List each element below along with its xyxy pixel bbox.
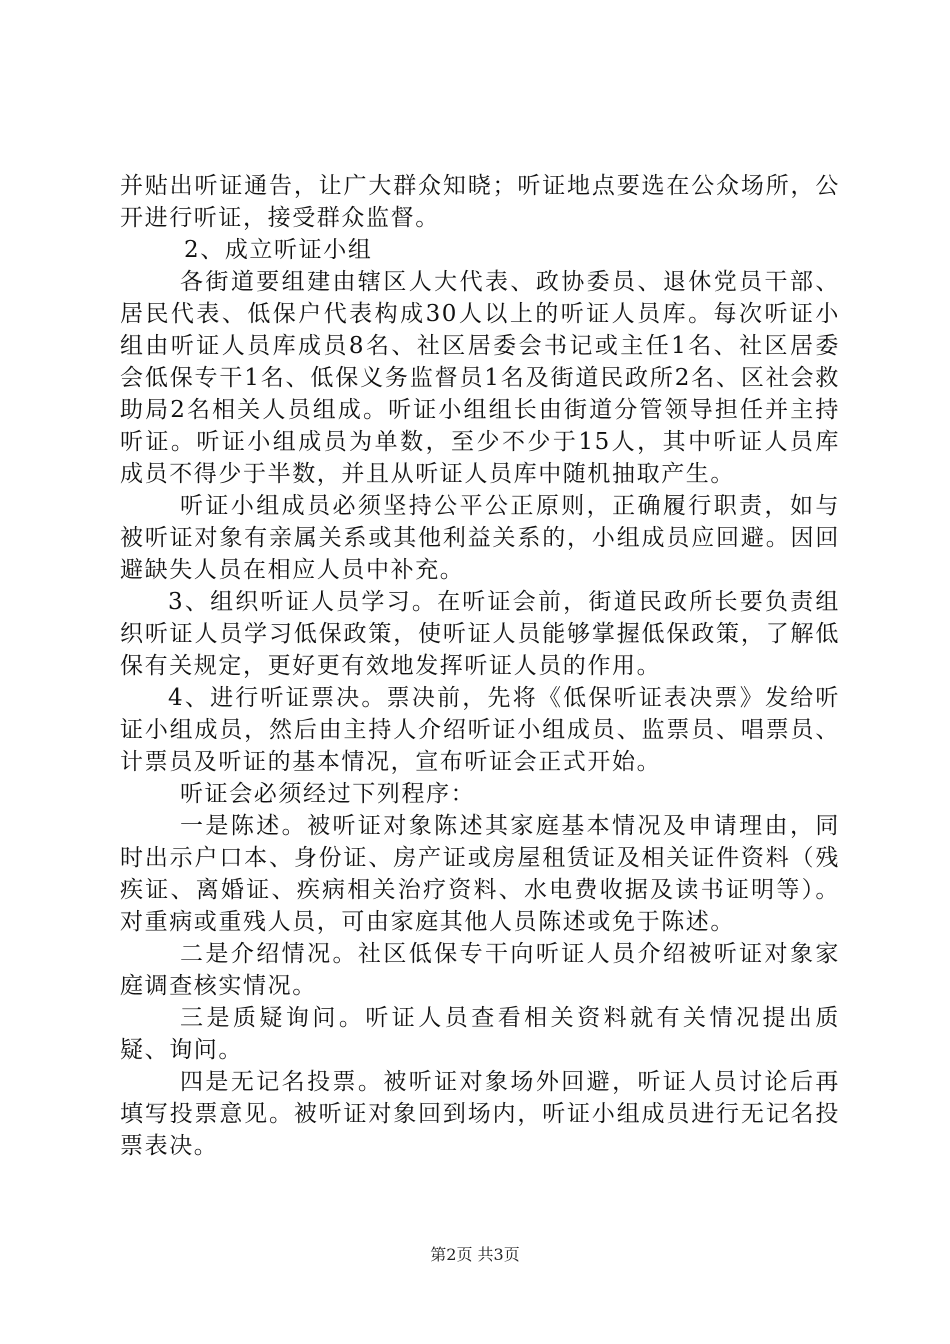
paragraph-step-questioning: 三是质疑询问。听证人员查看相关资料就有关情况提出质疑、询问。 bbox=[120, 1005, 840, 1063]
paragraph-step-statement: 一是陈述。被听证对象陈述其家庭基本情况及申请理由，同时出示户口本、身份证、房产证或房屋租赁证及相关证件资料（残疾证、离婚证、疾病相关治疗资料、水电费收据及读书证明等）。对重病或重残人员，可由家庭其他人员陈述或免于陈述。 bbox=[120, 813, 840, 935]
paragraph-voting: 4、进行听证票决。票决前，先将《低保听证表决票》发给听证小组成员，然后由主持人介绍听证小组成员、监票员、唱票员、计票员及听证的基本情况，宣布听证会正式开始。 bbox=[120, 685, 840, 775]
paragraph-procedure-intro: 听证会必须经过下列程序： bbox=[180, 781, 476, 807]
paragraph-hearing-pool: 各街道要组建由辖区人大代表、政协委员、退休党员干部、居民代表、低保户代表构成30人以上的听证人员库。每次听证小组由听证人员库成员8名、社区居委会书记或主任1名、社区居委会低保专干1名、低保义务监督员1名及街道民政所2名、区社会救助局2名相关人员组成。听证小组组长由街道分管领导担任并主持听证。听证小组成员为单数，至少不少于15人，其中听证人员库成员不得少于半数，并且从听证人员库中随机抽取产生。 bbox=[120, 269, 840, 487]
page-total: 共3页 bbox=[477, 1245, 520, 1264]
paragraph-recusal: 听证小组成员必须坚持公平公正原则，正确履行职责，如与被听证对象有亲属关系或其他利益关系的，小组成员应回避。因回避缺失人员在相应人员中补充。 bbox=[120, 493, 840, 583]
paragraph-training: 3、组织听证人员学习。在听证会前，街道民政所长要负责组织听证人员学习低保政策，使听证人员能够掌握低保政策，了解低保有关规定，更好更有效地发挥听证人员的作用。 bbox=[120, 589, 840, 679]
document-body bbox=[120, 170, 840, 1162]
page-number: 第2页 bbox=[430, 1245, 473, 1264]
paragraph-step-anonymous-vote: 四是无记名投票。被听证对象场外回避，听证人员讨论后再填写投票意见。被听证对象回到场内，听证小组成员进行无记名投票表决。 bbox=[120, 1069, 840, 1159]
heading-form-hearing-group: 2、成立听证小组 bbox=[184, 237, 373, 263]
paragraph-step-introduction: 二是介绍情况。社区低保专干向听证人员介绍被听证对象家庭调查核实情况。 bbox=[120, 941, 840, 999]
page-footer bbox=[0, 1244, 950, 1266]
paragraph-notice-continuation: 并贴出听证通告，让广大群众知晓；听证地点要选在公众场所，公开进行听证，接受群众监督。 bbox=[120, 173, 840, 231]
